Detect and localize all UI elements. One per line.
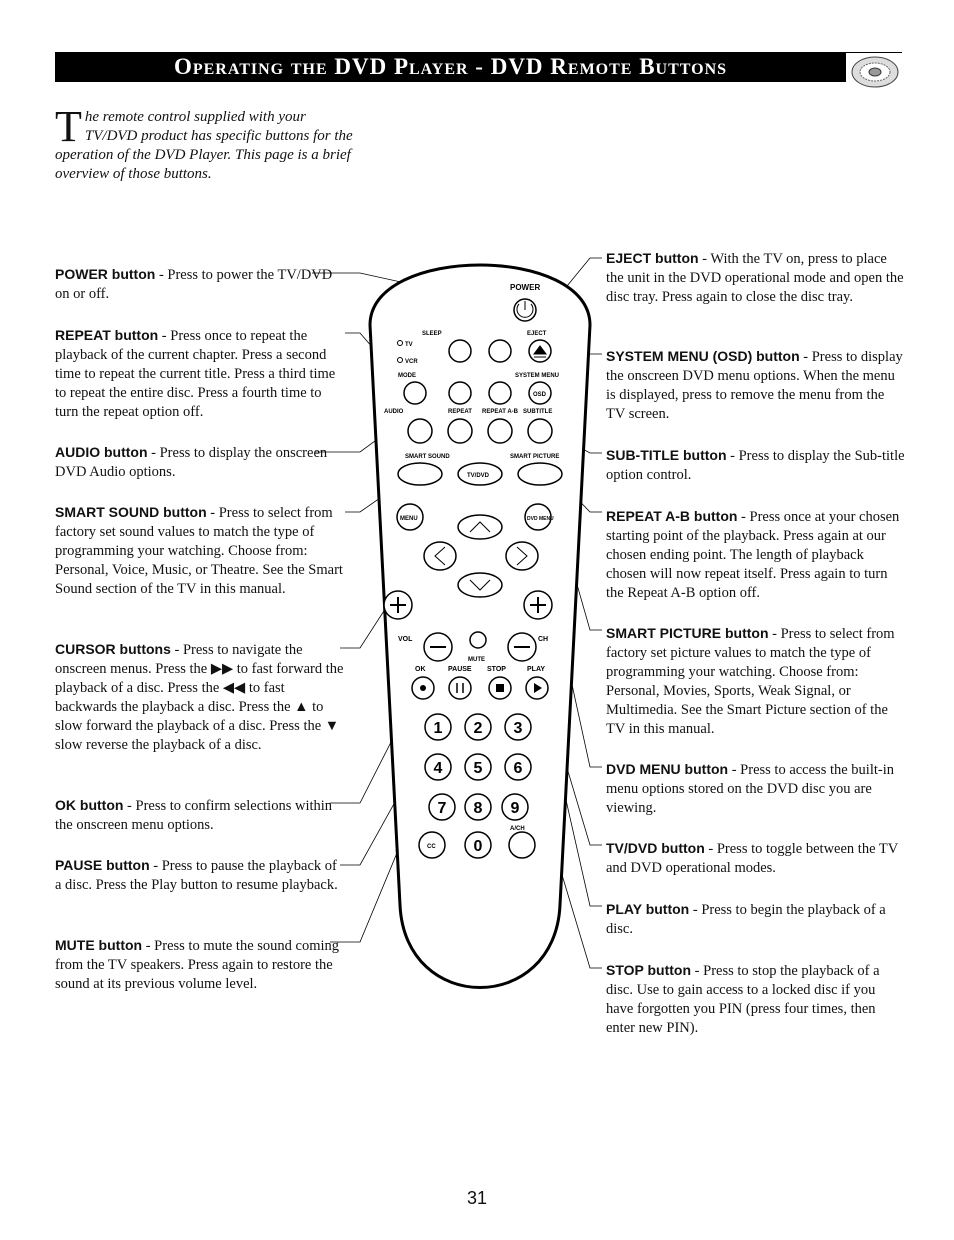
ok-dot-icon [420,685,426,691]
pause-label: PAUSE [448,666,472,673]
system-menu-desc-text: - Press to display the onscreen DVD menu options. When the menu is displayed, press to remove the menu from the TV screen. [606,349,903,422]
eject-desc-text: - With the TV on, press to place the unit in the DVD operational mode and open the disc tray. Press again to close the disc tray. [606,251,904,305]
tvdvd-label: TV/DVD [467,473,490,479]
cursor-down-button[interactable] [458,573,502,597]
repeat-desc-title: REPEAT button [55,327,159,343]
ach-label: A/CH [510,826,525,832]
repeat-desc-text: - Press once to repeat the playback of the current chapter. Press a second time to repeat the current title. Press a third time to repeat the entire disc. Press a fourth time to turn the repeat option off. [55,328,336,420]
cursor-desc-title: CURSOR buttons [55,641,171,657]
dvd-menu-label: DVD MENU [527,516,554,522]
ok-label: OK [415,666,426,673]
play-desc-title: PLAY button [606,901,690,917]
audio-desc-title: AUDIO button [55,444,148,460]
ach-button[interactable] [509,832,535,858]
mute-button[interactable] [470,632,486,648]
osd-label: OSD [533,392,547,398]
subtitle-desc-title: SUB-TITLE button [606,447,727,463]
vol-label: VOL [398,636,413,643]
audio-button[interactable] [408,419,432,443]
pause-desc-title: PAUSE button [55,857,150,873]
smart-sound-desc-title: SMART SOUND button [55,504,207,520]
pause-button[interactable] [449,677,471,699]
mute-desc-text: - Press to mute the sound coming from the TV speakers. Press again to restore the sound at its previous volume level. [55,938,340,992]
subtitle-button[interactable] [528,419,552,443]
power-desc-title: POWER button [55,266,156,282]
sleep-label: SLEEP [422,331,442,337]
intro-text: he remote control supplied with your TV/DVD product has specific buttons for the operation of the DVD Player. This page is a brief overview of those buttons. [55,109,353,182]
play-label: PLAY [527,666,546,673]
cursor-left-button[interactable] [424,542,456,570]
digit-5-label: 5 [473,760,483,777]
intro-dropcap: T [55,102,82,151]
digit-2-label: 2 [473,720,483,737]
digit-6-label: 6 [513,760,523,777]
smart-picture-label: SMART PICTURE [510,454,560,460]
sleep-button[interactable] [449,340,471,362]
dvd-menu-desc-title: DVD MENU button [606,761,729,777]
cursor-right-button[interactable] [506,542,538,570]
menu-label: MENU [400,516,418,522]
stop-desc-title: STOP button [606,962,692,978]
mode-button[interactable] [489,340,511,362]
cursor-up-button[interactable] [458,515,502,539]
eject-desc-title: EJECT button [606,250,699,266]
digit-1-label: 1 [433,720,443,737]
smart-picture-desc-text: - Press to select from factory set picture values to match the type of programming your watching. Choose from: Personal, Movies, Sports, Weak Signal, or Multimedia. See the Smart Picture section of the TV in this manual. [606,626,895,737]
mute-label: MUTE [468,657,485,663]
tvdvd-desc-title: TV/DVD button [606,840,705,856]
stop-desc-text: - Press to stop the playback of a disc. Use to gain access to a locked disc if you have forgotten you PIN (press four times, then enter new PIN). [606,963,880,1036]
smart-face-button[interactable] [449,382,471,404]
dvd-menu-desc-text: - Press to access the built-in menu options stored on the DVD disc you are viewing. [606,762,895,816]
ok-desc-title: OK button [55,797,124,813]
page-number: 31 [466,1188,488,1208]
repeat-ab-desc-title: REPEAT A-B button [606,508,738,524]
page-title: Operating the DVD Player - DVD Remote Buttons [173,54,728,79]
subtitle-label: SUBTITLE [523,409,553,415]
mute-desc-title: MUTE button [55,937,143,953]
stop-icon [496,684,504,692]
smart-sound-desc-text: - Press to select from factory set sound values to match the type of programming your watching. Choose from: Personal, Voice, Music, or Theatre. See the Smart Sound section of the TV in this manual. [55,505,343,597]
remote-control-illustration [360,255,600,995]
digit-4-label: 4 [433,760,443,777]
mode-round-button[interactable] [404,382,426,404]
pause-desc-text: - Press to pause the playback of a disc. Press the Play button to resume playback. [55,858,338,893]
power-desc-text: - Press to power the TV/DVD on or off. [55,267,333,302]
power-label: POWER [510,283,541,292]
eject-label: EJECT [527,331,547,337]
system-menu-desc-title: SYSTEM MENU (OSD) button [606,348,800,364]
tvdvd-desc-text: - Press to toggle between the TV and DVD operational modes. [606,841,898,876]
audio-label: AUDIO [384,409,404,415]
digit-0-label: 0 [473,838,483,855]
smart-sound-label: SMART SOUND [405,454,450,460]
smart-picture-button[interactable] [518,463,562,485]
repeat-label: REPEAT [448,409,472,415]
ok-desc-text: - Press to confirm selections within the onscreen menu options. [55,798,333,833]
cursor-desc-text: - Press to navigate the onscreen menus. Press the ▶▶ to fast forward the playback of a disc. Press the ◀◀ to fast backwards the playback a disc. Press the ▲ to slow forward the playback of a disc. Press the ▼ slow reverse the playback of a disc. [55,642,344,753]
mode-label: MODE [398,373,416,379]
system-menu-label: SYSTEM MENU [515,373,560,379]
stop-label: STOP [487,666,506,673]
tv-label: TV [405,342,413,348]
digit-7-label: 7 [437,800,447,817]
repeat-ab-label: REPEAT A-B [482,409,518,415]
smart-sound-button[interactable] [398,463,442,485]
digit-3-label: 3 [513,720,523,737]
digit-8-label: 8 [473,800,483,817]
repeat-button[interactable] [448,419,472,443]
play-desc-text: - Press to begin the playback of a disc. [606,902,886,937]
repeat-ab-desc-text: - Press once at your chosen starting point of the playback. Press again at our chosen ending point. The length of playback chosen will now repeat itself. Press again to turn the Repeat A-B option off. [606,509,900,601]
cc-label: CC [427,844,436,850]
repeat-ab-button[interactable] [488,419,512,443]
digit-9-label: 9 [510,800,520,817]
vcr-label: VCR [405,359,418,365]
audio-desc-text: - Press to display the onscreen DVD Audio options. [55,445,328,480]
ch-label: CH [538,636,549,643]
smart-face-2-button[interactable] [489,382,511,404]
subtitle-desc-text: - Press to display the Sub-title option control. [606,448,905,483]
smart-picture-desc-title: SMART PICTURE button [606,625,769,641]
